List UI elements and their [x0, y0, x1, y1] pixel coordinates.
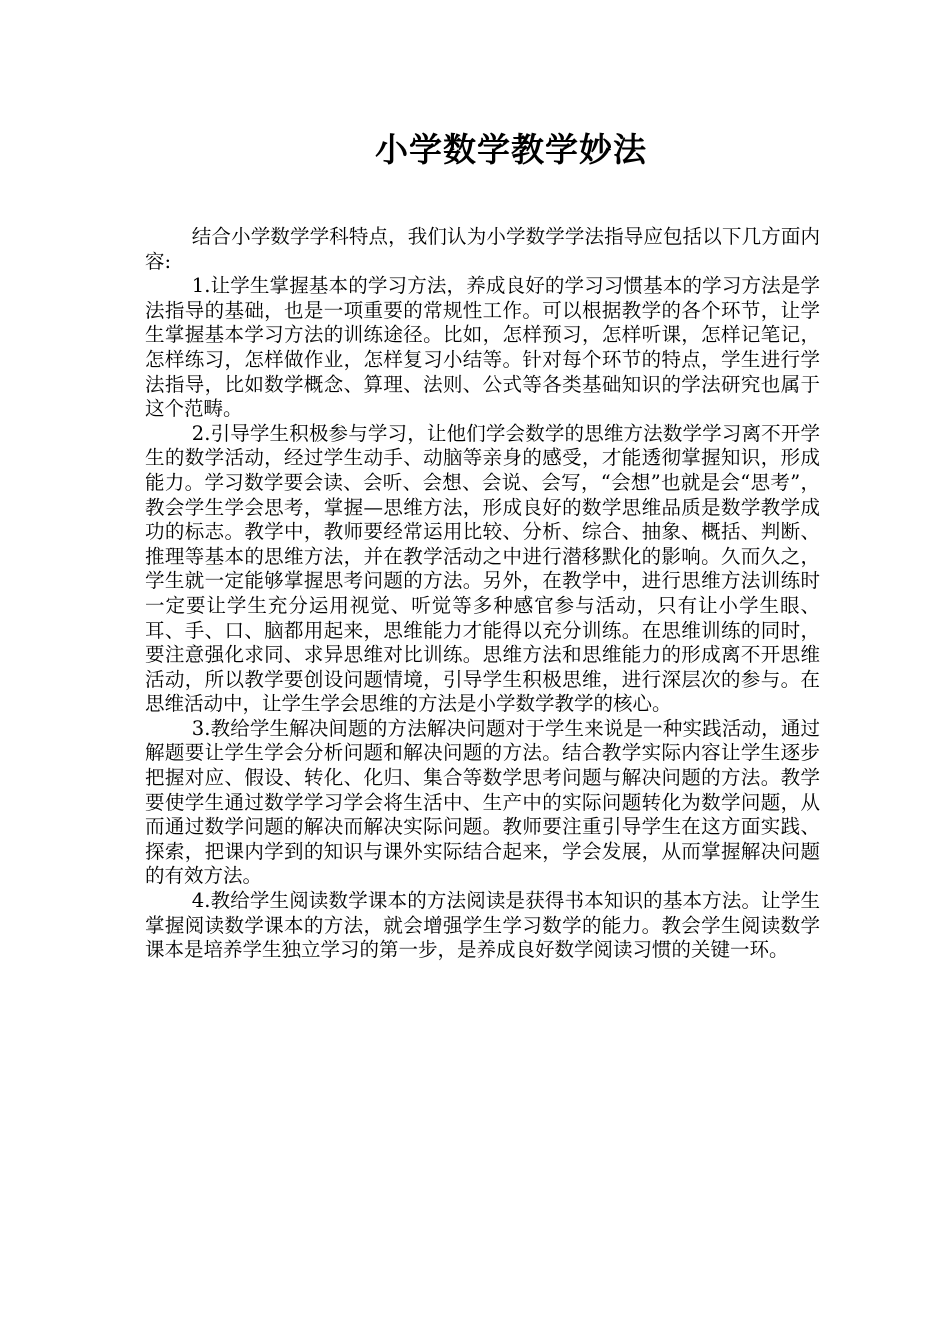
paragraph-point-4: 4.教给学生阅读数学课本的方法阅读是获得书本知识的基本方法。让学生掌握阅读数学课本的方法，就会增强学生学习数学的能力。教会学生阅读数学课本是培养学生独立学习的第一步，是养成良好数学阅读习惯的关键一环。	[145, 889, 820, 962]
document-body	[145, 225, 820, 963]
paragraph-point-3: 3.教给学生解决间题的方法解决问题对于学生来说是一种实践活动，通过解题要让学生学会分析问题和解决问题的方法。结合教学实际内容让学生逐步把握对应、假设、转化、化归、集合等数学思考问题与解决问题的方法。教学要使学生通过数学学习学会将生活中、生产中的实际问题转化为数学问题，从而通过数学问题的解决而解决实际问题。教师要注重引导学生在这方面实践、探索，把课内学到的知识与课外实际结合起来，学会发展，从而掌握解决问题的有效方法。	[145, 716, 820, 888]
paragraph-point-1: 1.让学生掌握基本的学习方法，养成良好的学习习惯基本的学习方法是学法指导的基础，也是一项重要的常规性工作。可以根据教学的各个环节，让学生掌握基本学习方法的训练途径。比如，怎样预习，怎样听课，怎样记笔记，怎样练习，怎样做作业，怎样复习小结等。针对每个环节的特点，学生进行学法指导，比如数学概念、算理、法则、公式等各类基础知识的学法研究也属于这个范畴。	[145, 274, 820, 421]
paragraph-point-2: 2.引导学生积极参与学习，让他们学会数学的思维方法数学学习离不开学生的数学活动，经过学生动手、动脑等亲身的感受，才能透彻掌握知识，形成能力。学习数学要会读、会听、会想、会说、会写，“会想”也就是会“思考”，教会学生学会思考，掌握—思维方法，形成良好的数学思维品质是数学教学成功的标志。教学中，教师要经常运用比较、分析、综合、抽象、概括、判断、推理等基本的思维方法，并在教学活动之中进行潜移默化的影响。久而久之，学生就一定能够掌握思考问题的方法。另外，在教学中，进行思维方法训练时一定要让学生充分运用视觉、听觉等多种感官参与活动，只有让小学生眼、耳、手、口、脑都用起来，思维能力才能得以充分训练。在思维训练的同时，要注意强化求同、求异思维对比训练。思维方法和思维能力的形成离不开思维活动，所以教学要创设问题情境，引导学生积极思维，进行深层次的参与。在思维活动中，让学生学会思维的方法是小学数学教学的核心。	[145, 421, 820, 716]
paragraph-intro: 结合小学数学学科特点，我们认为小学数学学法指导应包括以下几方面内容:	[145, 225, 820, 273]
page-title: 小学数学教学妙法	[375, 130, 647, 169]
